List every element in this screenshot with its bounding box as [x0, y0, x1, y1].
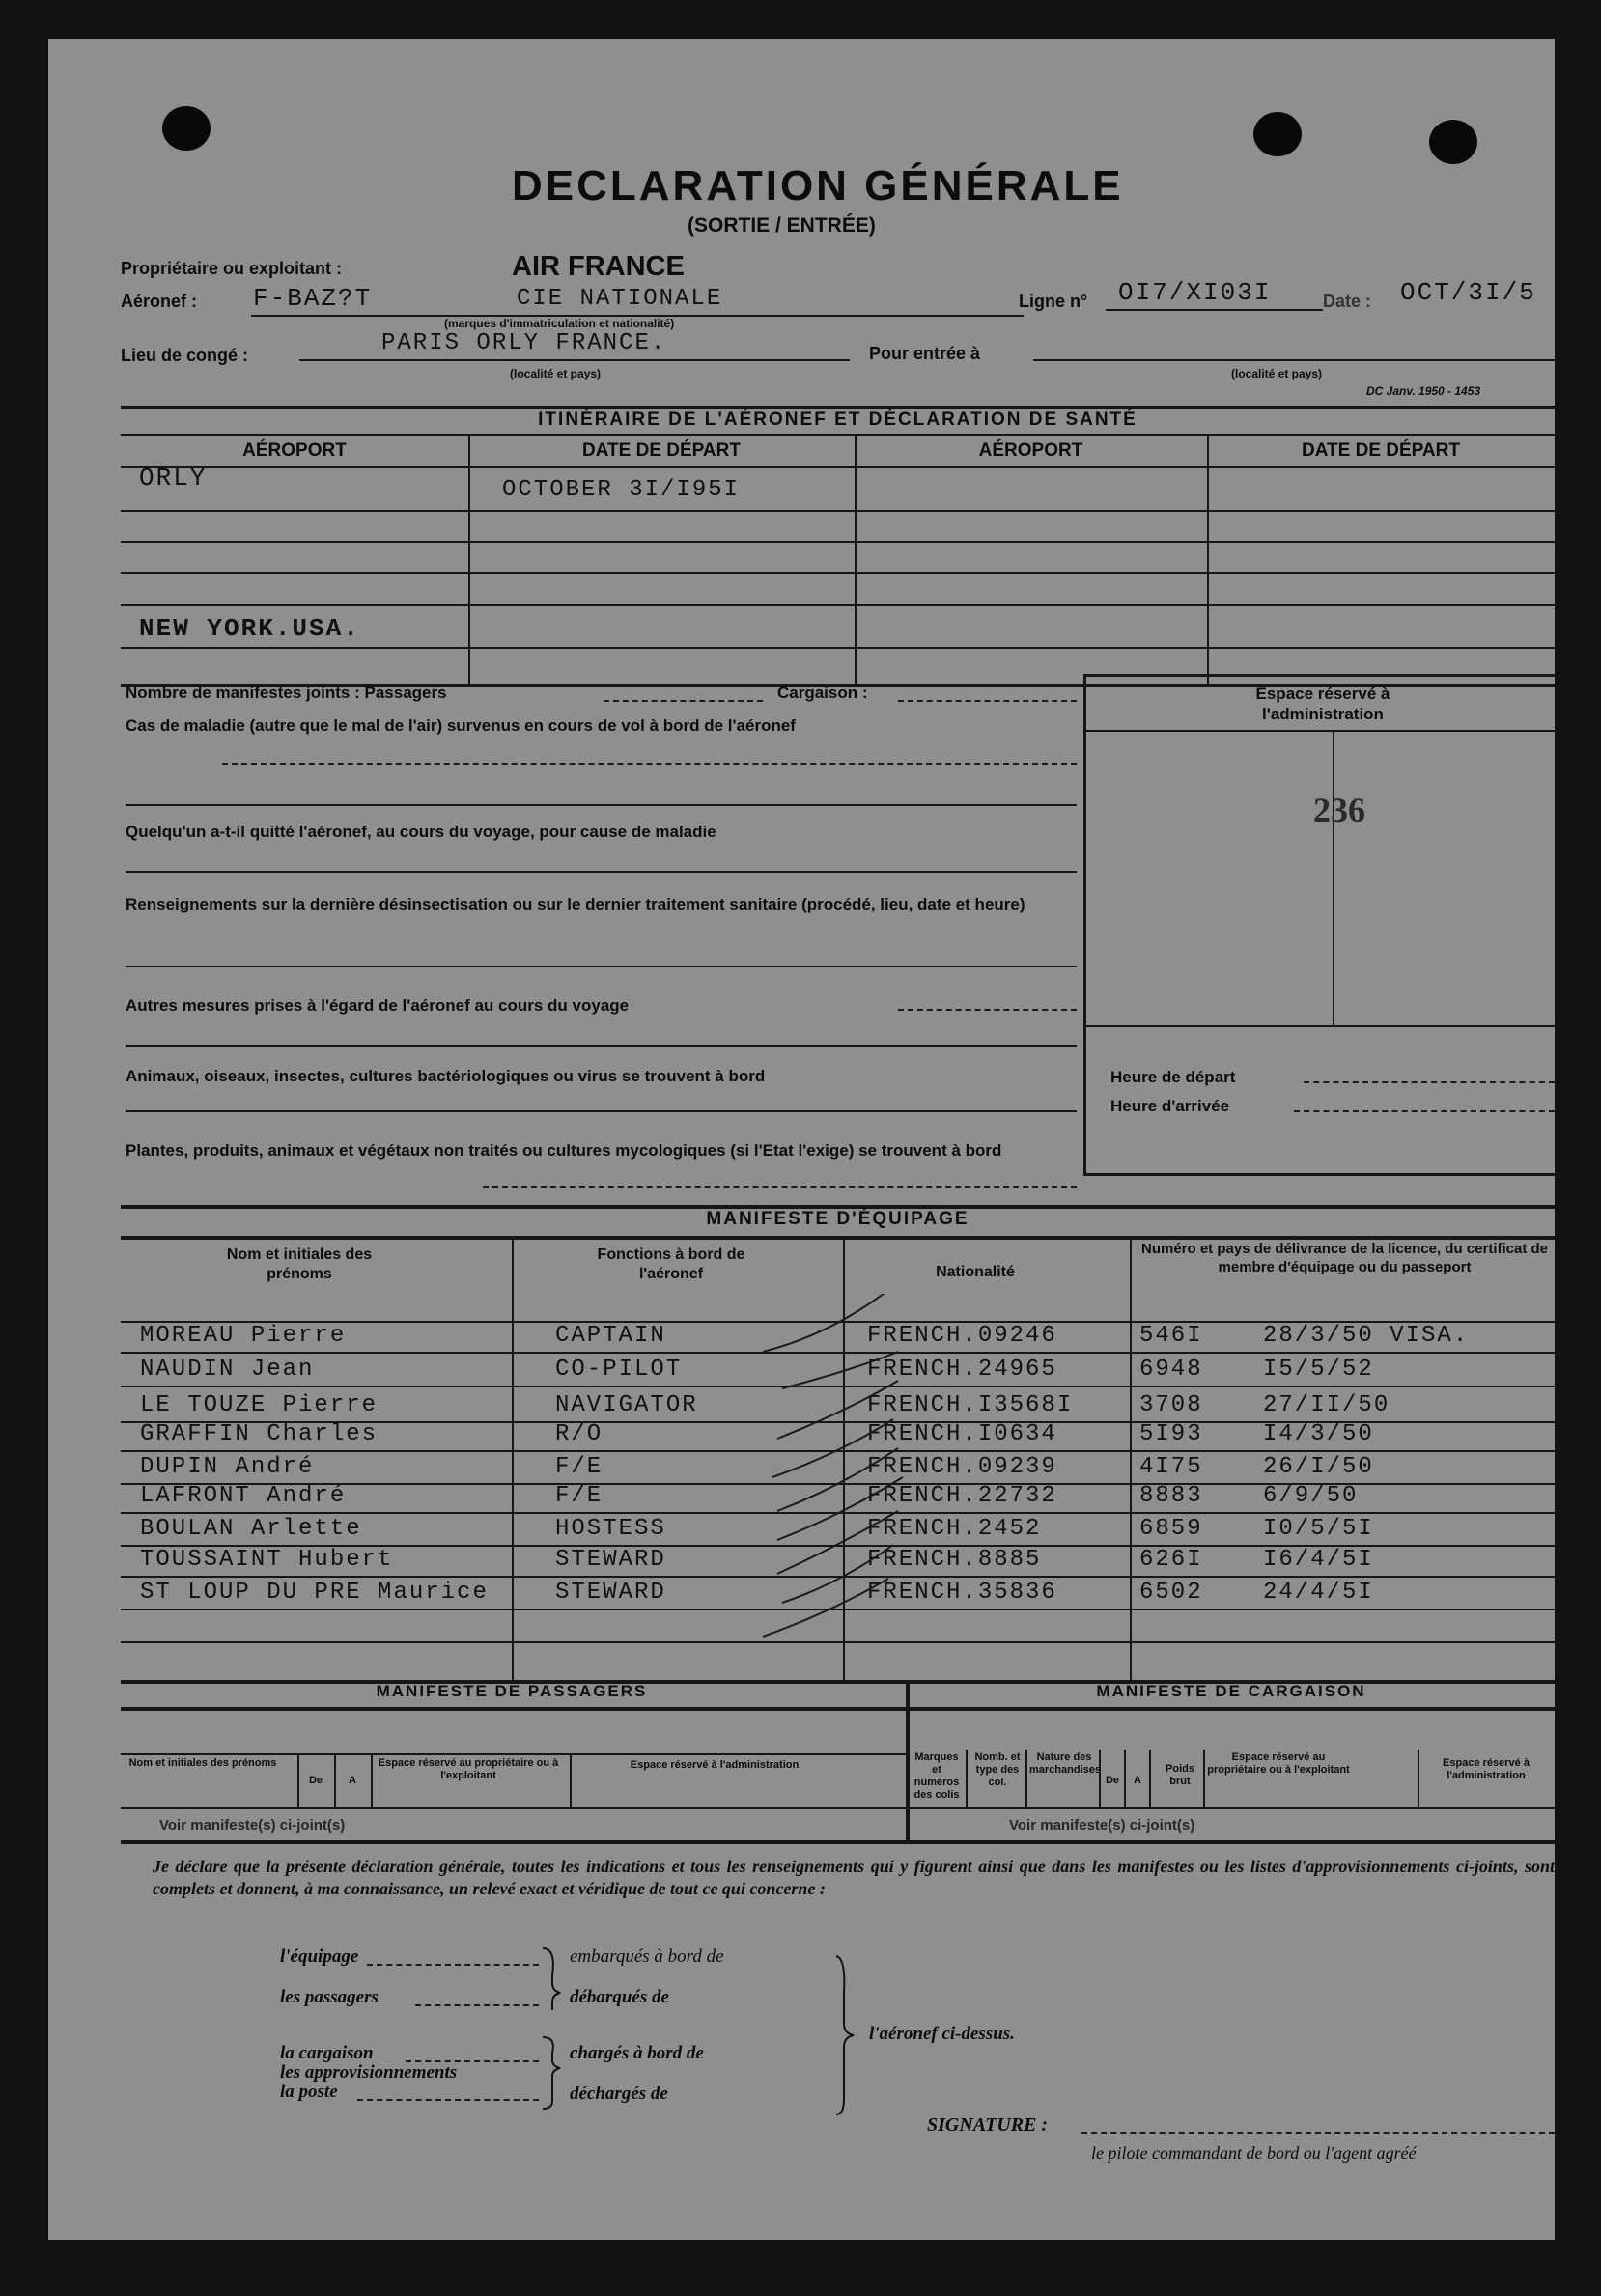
crew-name: LE TOUZE Pierre: [140, 1392, 379, 1418]
crew-license-number: 626I: [1139, 1547, 1203, 1573]
itinerary-title: ITINÉRAIRE DE L'AÉRONEF ET DÉCLARATION DE SANTÉ: [538, 409, 1138, 430]
conge-note: (localité et pays): [510, 367, 602, 380]
crew-col-nationality: Nationalité: [936, 1264, 1015, 1280]
itinerary-col-airport-2: AÉROPORT: [978, 440, 1083, 461]
aeronef-label: Aéronef :: [121, 292, 198, 311]
cargo-title: MANIFESTE DE CARGAISON: [1096, 1682, 1366, 1700]
crew-license-number: 3708: [1139, 1392, 1203, 1418]
mesures-label: Autres mesures prises à l'égard de l'aéronef au cours du voyage: [126, 996, 630, 1015]
declaration-debarques: débarqués de: [570, 1987, 669, 2007]
punch-hole: [1429, 120, 1477, 164]
admin-number: 236: [1313, 791, 1365, 829]
date-label: Date :: [1323, 292, 1372, 311]
passengers-title: MANIFESTE DE PASSAGERS: [376, 1682, 648, 1700]
passengers-col-exploitant: Espace réservé au propriétaire ou à l'exploitant: [378, 1757, 559, 1781]
crew-col-name: Nom et initiales des prénoms: [226, 1246, 373, 1282]
itinerary-airport-1: ORLY: [139, 463, 208, 492]
crew-function: CAPTAIN: [555, 1323, 666, 1349]
maladie-label: Cas de maladie (autre que le mal de l'air) survenus en cours de vol à bord de l'aéronef: [126, 716, 796, 735]
crew-function: STEWARD: [555, 1580, 666, 1606]
plantes-label: Plantes, produits, animaux et végétaux non traités ou cultures mycologiques (si l'Etat l'exige) se trouvent à bord: [126, 1141, 1002, 1160]
entree-note: (localité et pays): [1231, 367, 1323, 380]
crew-nationality: FRENCH.I3568I: [867, 1392, 1074, 1418]
crew-name: NAUDIN Jean: [140, 1357, 315, 1383]
crew-name: DUPIN André: [140, 1454, 315, 1480]
crew-license-date: 27/II/50: [1263, 1392, 1390, 1418]
crew-function: F/E: [555, 1483, 604, 1509]
punch-hole: [162, 106, 211, 151]
crew-license-number: 5I93: [1139, 1421, 1203, 1447]
crew-nationality: FRENCH.8885: [867, 1547, 1042, 1573]
crew-license-number: 6948: [1139, 1357, 1203, 1383]
itinerary-col-date-2: DATE DE DÉPART: [1302, 440, 1460, 461]
crew-name: MOREAU Pierre: [140, 1323, 347, 1349]
crew-col-license: Numéro et pays de délivrance de la licence, du certificat de membre d'équipage ou du passeport: [1141, 1241, 1548, 1275]
crew-function: STEWARD: [555, 1547, 666, 1573]
itinerary-airport-2: NEW YORK.USA.: [139, 614, 360, 643]
date-value: OCT/3I/5: [1400, 278, 1536, 307]
animaux-label: Animaux, oiseaux, insectes, cultures bactériologiques ou virus se trouvent à bord: [126, 1067, 766, 1085]
crew-function: CO-PILOT: [555, 1357, 683, 1383]
quitte-label: Quelqu'un a-t-il quitté l'aéronef, au cours du voyage, pour cause de maladie: [126, 823, 716, 841]
crew-license-date: I4/3/50: [1263, 1421, 1374, 1447]
signature-note: le pilote commandant de bord ou l'agent agréé: [1091, 2143, 1417, 2163]
crew-col-function: Fonctions à bord de l'aéronef: [597, 1246, 745, 1282]
aeronef-value: F-BAZ?T: [253, 284, 373, 313]
cargo-col-marques: Marques et numéros des colis: [913, 1751, 960, 1801]
crew-nationality: FRENCH.22732: [867, 1483, 1057, 1509]
declaration-equipage: l'équipage: [280, 1946, 359, 1967]
passengers-col-admin: Espace réservé à l'administration: [630, 1759, 800, 1771]
passengers-col-name: Nom et initiales des prénoms: [128, 1757, 277, 1769]
crew-nationality: FRENCH.09239: [867, 1454, 1057, 1480]
itinerary-col-airport: AÉROPORT: [242, 440, 347, 461]
crew-nationality: FRENCH.I0634: [867, 1421, 1057, 1447]
crew-license-number: 8883: [1139, 1483, 1203, 1509]
page-subtitle: (SORTIE / ENTRÉE): [688, 214, 876, 237]
crew-name: BOULAN Arlette: [140, 1516, 362, 1542]
ref-note: DC Janv. 1950 - 1453: [1366, 384, 1481, 398]
itinerary-col-date: DATE DE DÉPART: [582, 440, 741, 461]
aeronef-extra: CIE NATIONALE: [517, 286, 723, 312]
cargo-col-de: De: [1105, 1775, 1120, 1786]
declaration-decharges: déchargés de: [570, 2084, 668, 2104]
crew-license-date: 26/I/50: [1263, 1454, 1374, 1480]
crew-license-date: 6/9/50: [1263, 1483, 1359, 1509]
cargo-col-a: A: [1134, 1775, 1141, 1786]
passengers-col-de: De: [308, 1775, 323, 1786]
crew-license-number: 546I: [1139, 1323, 1203, 1349]
cargo-col-admin: Espace réservé à l'administration: [1443, 1757, 1530, 1781]
crew-name: ST LOUP DU PRE Maurice: [140, 1580, 489, 1606]
page-title: DECLARATION GÉNÉRALE: [512, 162, 1124, 210]
conge-value: PARIS ORLY FRANCE.: [381, 330, 667, 356]
cargo-col-nature: Nature des marchandises: [1029, 1751, 1101, 1776]
crew-nationality: FRENCH.24965: [867, 1357, 1057, 1383]
crew-function: NAVIGATOR: [555, 1392, 698, 1418]
aeronef-note: (marques d'immatriculation et nationalité): [444, 317, 675, 330]
crew-nationality: FRENCH.09246: [867, 1323, 1057, 1349]
depart-label: Heure de départ: [1110, 1068, 1236, 1086]
declaration-charges: chargés à bord de: [570, 2043, 704, 2063]
pen-marks: [724, 1294, 937, 1641]
itinerary-date-1: OCTOBER 3I/I95I: [502, 477, 741, 503]
desinsect-label: Renseignements sur la dernière désinsectisation ou sur le dernier traitement sanitaire (procédé, lieu, date et heure): [126, 895, 1025, 913]
crew-name: TOUSSAINT Hubert: [140, 1547, 394, 1573]
proprietaire-value: AIR FRANCE: [512, 251, 685, 282]
cargo-label: Cargaison :: [777, 684, 868, 702]
declaration-passagers: les passagers: [280, 1987, 379, 2007]
passengers-col-a: A: [349, 1775, 356, 1786]
declaration-poste: la poste: [280, 2082, 338, 2102]
crew-nationality: FRENCH.35836: [867, 1580, 1057, 1606]
crew-function: R/O: [555, 1421, 604, 1447]
crew-name: GRAFFIN Charles: [140, 1421, 379, 1447]
cargo-col-poids: Poids brut: [1166, 1763, 1194, 1787]
ligne-value: OI7/XI03I: [1118, 278, 1272, 307]
cargo-col-exploitant: Espace réservé au propriétaire ou à l'exploitant: [1207, 1751, 1350, 1776]
crew-title: MANIFESTE D'ÉQUIPAGE: [706, 1209, 969, 1229]
crew-license-number: 4I75: [1139, 1454, 1203, 1480]
proprietaire-label: Propriétaire ou exploitant :: [121, 259, 343, 278]
crew-license-date: I0/5/5I: [1263, 1516, 1374, 1542]
document-sheet: [48, 39, 1555, 2240]
passengers-note: Voir manifeste(s) ci-joint(s): [159, 1817, 346, 1834]
cargo-note: Voir manifeste(s) ci-joint(s): [1009, 1817, 1195, 1834]
crew-license-number: 6859: [1139, 1516, 1203, 1542]
manifests-label: Nombre de manifestes joints : Passagers: [126, 684, 447, 702]
crew-license-date: I5/5/52: [1263, 1357, 1374, 1383]
declaration-text: Je déclare que la présente déclaration générale, toutes les indications et tous les renseignements qui y figurent ainsi que dans les manifestes ou les listes d'approvisionnements ci-joints, sont complets et donnent, à ma connaissance, un relevé exact et véridique de tout ce qui concerne :: [153, 1857, 1555, 1898]
declaration-aeronef: l'aéronef ci-dessus.: [869, 2024, 1015, 2044]
declaration-approvisionnements: les approvisionnements: [280, 2062, 458, 2083]
punch-hole: [1253, 112, 1302, 156]
entree-label: Pour entrée à: [869, 344, 981, 363]
admin-title: Espace réservé à l'administration: [1255, 685, 1390, 723]
cargo-col-nomb: Nomb. et type des col.: [974, 1751, 1021, 1788]
declaration-cargaison: la cargaison: [280, 2043, 374, 2063]
crew-license-number: 6502: [1139, 1580, 1203, 1606]
conge-label: Lieu de congé :: [121, 346, 249, 365]
ligne-label: Ligne n°: [1019, 292, 1088, 311]
crew-license-date: 28/3/50 VISA.: [1263, 1323, 1470, 1349]
crew-license-date: I6/4/5I: [1263, 1547, 1374, 1573]
crew-name: LAFRONT André: [140, 1483, 347, 1509]
crew-nationality: FRENCH.2452: [867, 1516, 1042, 1542]
brace-left: [539, 1946, 568, 2111]
declaration-embarques: embarqués à bord de: [570, 1946, 724, 1967]
crew-license-date: 24/4/5I: [1263, 1580, 1374, 1606]
crew-function: F/E: [555, 1454, 604, 1480]
brace-right: [830, 1954, 859, 2118]
arrivee-label: Heure d'arrivée: [1110, 1097, 1230, 1115]
crew-function: HOSTESS: [555, 1516, 666, 1542]
signature-label: SIGNATURE :: [927, 2114, 1049, 2136]
